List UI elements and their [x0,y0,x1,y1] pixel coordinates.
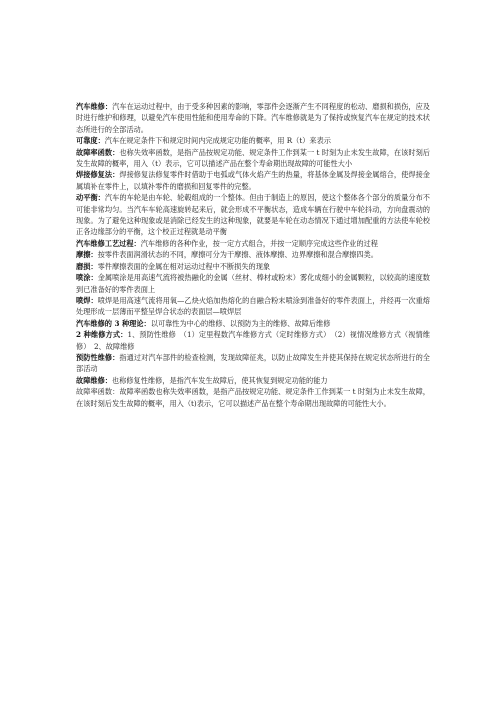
paragraph-wear [76,261,430,272]
paragraph-failure-rate-repeat [76,386,430,409]
paragraph-dynamic-balance [76,192,430,238]
paragraph-failure-rate [76,147,430,170]
term-label: 可靠度： [76,136,105,146]
document-body [76,101,430,409]
paragraph-text: 汽车维修的各种作业，按一定方式组合，并按一定顺序完成这些作业的过程 [140,238,378,248]
paragraph-text: 也称修复性维修，是指汽车发生故障后，使其恢复到规定功能的能力 [111,375,328,385]
paragraph-reliability [76,135,430,146]
paragraph-text: 汽车在运动过程中，由于受多种因素的影响，零部件会逐渐产生不同程度的松动、磨损和损伤，应及时进行维护和修理，以避免汽车使用性能和使用寿命的下降。汽车维修就是为了保持或恢复汽车在规定的技术状态所进行的全部活动。 [76,102,430,134]
paragraph-spray-welding [76,295,430,318]
paragraph-text: 零件摩擦表面的金属在相对运动过程中不断损失的现象 [97,261,271,271]
paragraph-welding-repair [76,169,430,192]
paragraph-repair-process [76,238,430,249]
term-label: 摩擦： [76,250,98,260]
paragraph-text: 金属喷涂是用高速气流将被热融化的金属（丝材、棒材或粉末）雾化成细小的金属颗粒，以较高的速度数到已准备好的零件表面上 [76,273,430,294]
paragraph-text: 喷焊是用高速气流将用氧—乙炔火焰加热熔化的自融合粉末喷涂到准备好的零件表面上，并经再一次重熔处理形成一层薄而平整呈焊合状态的表面层—喷焊层 [76,295,430,317]
paragraph-text: 也称失效率函数，是指产品按规定功能、规定条件工作到某一 t 时刻为止未发生故障，在该时刻后发生故障的概率，用入（t）表示，它可以描述产品在整个寿命期出现故障的可能性大小 [76,147,430,169]
paragraph-fault-repair [76,375,430,386]
paragraph-text: 汽车的车轮是由车轮、轮毂组成的一个整体。但由于制造上的原因，使这个整体各个部分的质量分布不可能非常均匀。当汽车车轮高速旋转起来后，就会形成不平衡状态，造成车辆在行驶中车轮抖动，方向盘震动的现象。为了避免这种现象或是消除已经发生的这种现象，就要是车轮在动态情况下通过增加配重的方法使车轮校正各边缘部分的平衡，这个校正过程就是动平衡 [76,193,430,237]
paragraph-three-theories [76,318,430,329]
paragraph-auto-repair [76,101,430,135]
paragraph-two-methods [76,329,430,352]
paragraph-text: 故障率函数：故障率函数也称失效率函数，是指产品按规定功能、规定条件工作到某一 t 时刻为止未发生故障，在该时刻后发生故障的概率，用入（t)表示，它可以描述产品在整个寿命期出现故障的可能性大小。 [76,387,430,408]
paragraph-text: 汽车在规定条件下和规定时间内完成规定功能的概率，用 R（t）来表示 [104,136,331,146]
term-label: 喷涂： [76,273,98,283]
paragraph-spraying [76,272,430,295]
term-label: 故障维修： [76,375,112,385]
term-label: 汽车维修工艺过程： [76,238,141,248]
term-label: 预防性维修： [76,352,120,362]
paragraph-preventive-repair [76,352,430,375]
paragraph-text: 1、预防性维修 （1）定里程数汽车维修方式（定时维修方式） （2）视情况维修方式（视情维修） 2、故障维修 [76,330,430,351]
term-label: 喷焊： [76,295,98,305]
term-label: 2 种维修方式： [76,330,128,340]
paragraph-text: 指通过对汽车部件的检查检测，发现故障征兆，以防止故障发生并使其保持在规定状态所进行的全部活动 [76,352,430,374]
term-label: 故障率函数： [76,147,120,157]
paragraph-text: 以可靠性为中心的维修、以预防为主的维修、故障后维修 [150,318,331,328]
term-label: 动平衡： [76,193,105,203]
term-label: 汽车维修： [76,102,113,111]
term-label: 焊接修复法： [76,170,120,180]
paragraph-text: 按零件表面润滑状态的不同，摩擦可分为干摩擦、液体摩擦、边界摩擦和混合摩擦四类。 [97,250,378,260]
term-label: 汽车维修的 3 种理论： [76,318,151,328]
term-label: 磨损： [76,261,98,271]
paragraph-friction [76,249,430,260]
paragraph-text: 焊接修复法修复零件时借助于电弧或气体火焰产生的热量，将基体金属及焊接金属熔合，使焊接金属填补在零件上，以填补零件的磨损和回复零件的完整。 [76,170,430,191]
